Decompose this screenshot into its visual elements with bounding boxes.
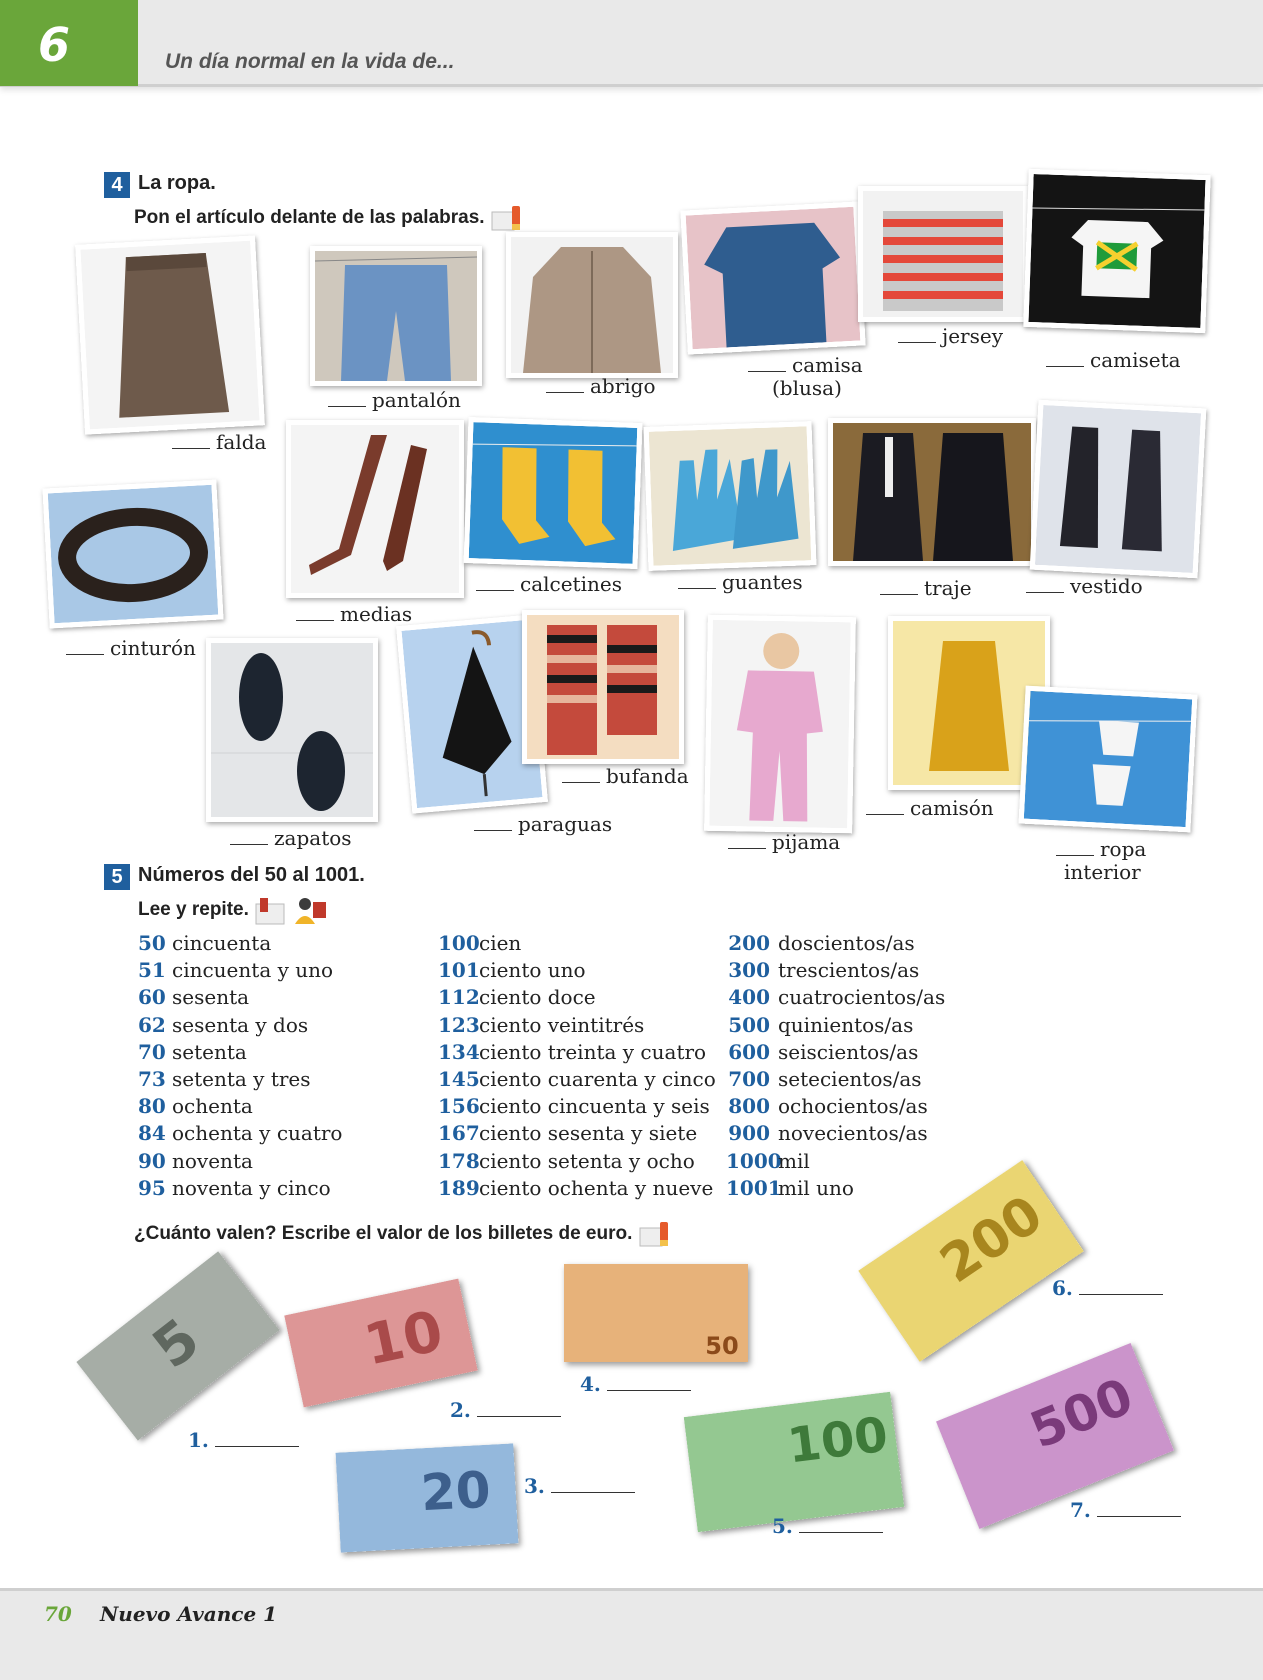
answer-line[interactable] [215,1432,299,1447]
number-row: 145ciento cuarenta y cinco [438,1067,716,1092]
listen-icon [293,894,327,926]
caption-pijama: pijama [728,830,840,854]
banknote-value: 5 [141,1306,212,1382]
shirt-photo [680,201,865,354]
section-4-number: 4 [104,172,130,198]
jersey-photo [858,186,1028,322]
number-row: 178ciento setenta y ocho [438,1148,695,1173]
book-title: Nuevo Avance 1 [100,1602,278,1626]
answer-blank[interactable] [66,640,104,655]
answer-blank[interactable] [562,768,600,783]
caption-guantes: guantes [678,570,803,594]
answer-line[interactable] [1097,1502,1181,1517]
number-row: 600 seiscientos/as [728,1039,919,1064]
skirt-photo [75,235,265,434]
caption-medias: medias [296,602,412,626]
number-row: 95 noventa y cinco [138,1175,331,1200]
banknote-value: 20 [419,1460,492,1523]
caption-pantalon: pantalón [328,388,461,412]
banknote-value: 200 [929,1184,1054,1296]
number-row: 123ciento veintitrés [438,1012,645,1037]
note-answer-5: 5. [772,1514,883,1538]
number-row: 101ciento uno [438,958,586,983]
answer-blank[interactable] [546,378,584,393]
number-row: 1000mil [726,1148,810,1173]
answer-blank[interactable] [1046,352,1084,367]
note-answer-4: 4. [580,1372,691,1396]
number-row: 700 setecientos/as [728,1067,922,1092]
answer-blank[interactable] [748,357,786,372]
book-icon [254,894,288,926]
gloves-photo [644,421,817,571]
caption-cinturon: cinturón [66,636,196,660]
number-row: 189ciento ochenta y nueve [438,1175,714,1200]
caption-camison: camisón [866,796,994,820]
section-5-number: 5 [104,864,130,890]
answer-blank[interactable] [1056,841,1094,856]
caption-abrigo: abrigo [546,374,656,398]
caption-bufanda: bufanda [562,764,689,788]
euro-question: ¿Cuánto valen? Escribe el valor de los billetes de euro. [134,1218,672,1250]
number-row: 500 quinientos/as [728,1012,914,1037]
answer-blank[interactable] [728,834,766,849]
number-row: 100cien [438,931,522,955]
caption-jersey: jersey [898,324,1003,348]
trousers-photo [310,246,482,386]
number-row: 200 doscientos/as [728,931,915,955]
note-answer-6: 6. [1052,1276,1163,1300]
banknote-10 [284,1279,478,1408]
scarf-photo [522,610,684,764]
answer-blank[interactable] [476,576,514,591]
number-row: 50 cincuenta [138,931,272,955]
number-row: 90 noventa [138,1148,253,1173]
answer-blank[interactable] [880,580,918,595]
section-4-instruction: Pon el artículo delante de las palabras. [134,202,524,234]
banknote-value: 100 [784,1406,891,1475]
belt-photo [42,480,223,629]
chapter-number: 6 [38,18,71,72]
banknote-5 [76,1251,279,1441]
banknote-value: 500 [1022,1367,1141,1460]
socks-photo [464,417,643,569]
number-row: 112ciento doce [438,985,596,1010]
caption-paraguas: paraguas [474,812,612,836]
number-row: 62 sesenta y dos [138,1012,309,1037]
shoes-photo [206,638,378,822]
number-row: 84 ochenta y cuatro [138,1121,343,1146]
answer-line[interactable] [551,1478,635,1493]
answer-line[interactable] [1079,1280,1163,1295]
section-5-title: Números del 50 al 1001. [138,864,365,886]
numbers-column-2 [438,930,716,1202]
answer-blank[interactable] [678,574,716,589]
pyjamas-photo [704,615,856,834]
number-row: 156ciento cincuenta y seis [438,1094,710,1119]
suit-photo [828,418,1036,566]
number-row: 70 setenta [138,1039,247,1064]
answer-blank[interactable] [474,816,512,831]
chapter-title: Un día normal en la vida de... [165,50,455,73]
number-row: 400 cuatrocientos/as [728,985,946,1010]
answer-line[interactable] [477,1402,561,1417]
banknote-20 [336,1443,519,1552]
number-row: 1001mil uno [726,1175,854,1200]
caption-calcetines: calcetines [476,572,622,596]
caption-traje: traje [880,576,972,600]
number-row: 60 sesenta [138,985,250,1010]
banknote-value: 10 [358,1298,449,1379]
number-row: 900 novecientos/as [728,1121,928,1146]
number-row: 800 ochocientos/as [728,1094,928,1119]
caption-vestido: vestido [1026,574,1143,598]
answer-blank[interactable] [230,830,268,845]
underwear-photo [1019,686,1198,833]
answer-blank[interactable] [866,800,904,815]
write-icon [490,202,524,234]
page-number: 70 [44,1602,72,1626]
number-row: 134ciento treinta y cuatro [438,1039,707,1064]
answer-blank[interactable] [296,606,334,621]
note-answer-3: 3. [524,1474,635,1498]
tshirt-photo [1023,169,1210,333]
numbers-column-1 [138,930,342,1202]
caption-camiseta: camiseta [1046,348,1181,372]
answer-blank[interactable] [172,434,210,449]
number-row: 80 ochenta [138,1094,253,1119]
number-row: 51 cincuenta y uno [138,958,334,983]
coat-photo [506,232,678,378]
answer-line[interactable] [799,1518,883,1533]
write-icon [638,1218,672,1250]
answer-blank[interactable] [1026,578,1064,593]
caption-falda: falda [172,430,266,454]
banknote-100 [684,1392,905,1532]
dress-photo [1030,400,1207,579]
answer-line[interactable] [607,1376,691,1391]
number-row: 73 setenta y tres [138,1067,311,1092]
section-5-instruction: Lee y repite. [138,894,327,926]
section-4-title: La ropa. [138,172,216,194]
number-row: 300 trescientos/as [728,958,920,983]
note-answer-2: 2. [450,1398,561,1422]
banknote-value: 50 [705,1332,739,1360]
note-answer-1: 1. [188,1428,299,1452]
banknote-50 [564,1264,748,1362]
caption-camisa: camisa (blusa) [748,354,863,400]
answer-blank[interactable] [898,328,936,343]
note-answer-7: 7. [1070,1498,1181,1522]
caption-ropa-interior: ropa interior [1056,838,1146,884]
answer-blank[interactable] [328,392,366,407]
number-row: 167ciento sesenta y siete [438,1121,698,1146]
caption-zapatos: zapatos [230,826,352,850]
tights-photo [286,420,464,598]
numbers-column-3 [726,930,945,1202]
